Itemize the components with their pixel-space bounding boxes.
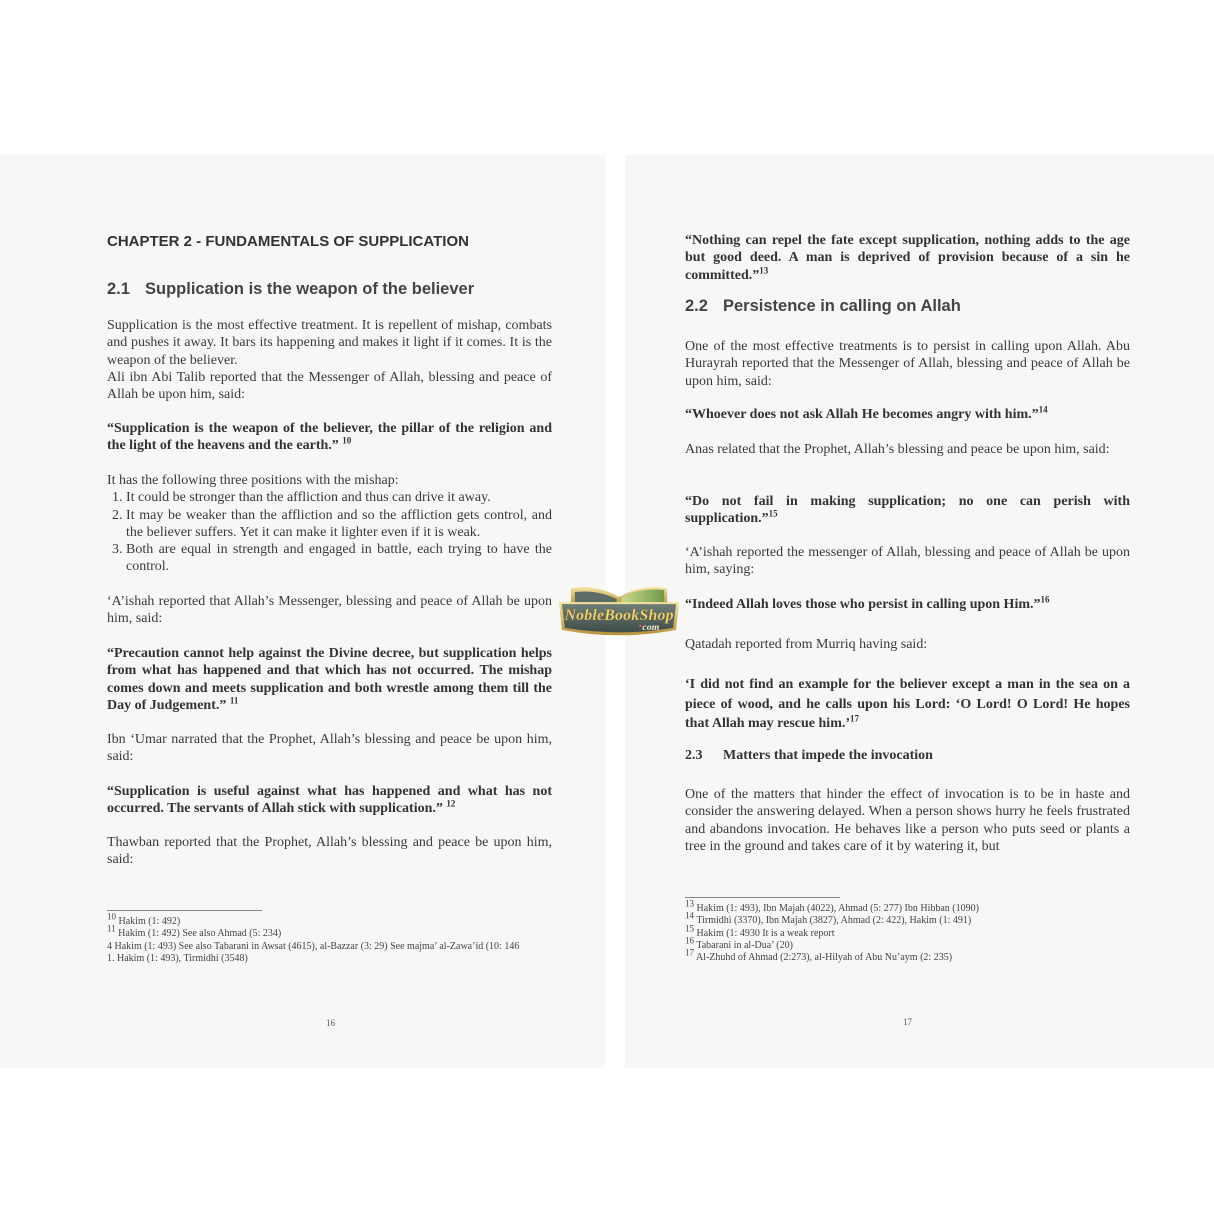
page-number: 16 [326, 1018, 335, 1028]
footnote [685, 898, 979, 915]
footnote-number: 17 [685, 947, 694, 958]
quote-text: “Nothing can repel the fate except supplication, nothing adds to the age but good deed. A man is deprived of provision because of a sin he committed.” [685, 233, 1130, 283]
footnote-text: Tabarani in al-Dua’ (20) [696, 939, 793, 951]
footnote-number: 14 [685, 910, 694, 921]
footnote [685, 923, 979, 940]
chapter-title: CHAPTER 2 - FUNDAMENTALS OF SUPPLICATION [107, 233, 469, 250]
paragraph: ‘A’ishah reported that Allah’s Messenger, blessing and peace of Allah be upon him, said: [107, 594, 552, 627]
hadith-quote [107, 420, 552, 455]
paragraph-text: Ali ibn Abi Talib reported that the Messenger of Allah, blessing and peace of Allah be upon him, said: [107, 369, 552, 403]
section-title: Matters that impede the invocation [723, 748, 933, 763]
quote-text: “Do not fail in making supplication; no one can perish with supplication.” [685, 494, 1130, 527]
hadith-quote [685, 675, 1130, 734]
footnote-divider [685, 897, 840, 898]
paragraph: Qatadah reported from Murriq having said: [685, 637, 928, 652]
footnote-ref: 11 [229, 695, 239, 706]
quote-text: “Whoever does not ask Allah He becomes angry with him.” [685, 407, 1039, 422]
footnote-text: 1. Hakim (1: 493), Tirmidhi (3548) [107, 952, 248, 964]
list-item: 3. Both are equal in strength and engaged in battle, each trying to have the control. [126, 541, 552, 576]
paragraph: Anas related that the Prophet, Allah’s blessing and peace be upon him, said: [685, 442, 1110, 457]
footnotes [685, 898, 979, 964]
paragraph [107, 317, 552, 403]
quote-text: “Indeed Allah loves those who persist in calling upon Him.” [685, 597, 1041, 612]
footnote-ref: 10 [342, 435, 352, 446]
footnote-text: Tirmidhi (3370), Ibn Majah (3827), Ahmad (2: 422), Hakim (1: 491) [696, 915, 972, 927]
paragraph: ‘A’ishah reported the messenger of Allah, blessing and peace of Allah be upon him, saying: [685, 545, 1130, 578]
section-heading-2-1 [107, 280, 474, 299]
footnote [685, 935, 979, 952]
footnote-ref: 17 [850, 713, 860, 724]
footnote-text: Hakim (1: 492) [118, 916, 181, 927]
quote-text: “Precaution cannot help against the Divine decree, but supplication helps from what has happened and that which has not occurred. The mishap comes down and meets supplication and both wrestle among them till the Day of Judgement.” [107, 646, 552, 713]
paragraph: One of the most effective treatments is to persist in calling upon Allah. Abu Hurayrah reported that the Messenger of Allah, blessing and peace of Allah be upon him, said: [685, 339, 1130, 389]
quote-text: “Supplication is useful against what has happened and what has not occurred. The servants of Allah stick with supplication.” [107, 784, 552, 817]
footnote [107, 953, 519, 965]
paragraph: One of the matters that hinder the effect of invocation is to be in haste and consider the answering delayed. When a person shows hurry he feels frustrated and abandons invocation. He behaves like a person who puts seed or plants a tree in the ground and takes care of it by watering it, but [685, 787, 1130, 854]
page-number: 17 [903, 1017, 912, 1027]
section-title: Persistence in calling on Allah [723, 297, 961, 315]
section-number: 2.3 [685, 748, 703, 763]
footnote-text: 4 Hakim (1: 493) See also Tabarani in Awsat (4615), al-Bazzar (3: 29) See majma’ al-Zawa’id (10: 146 [107, 940, 520, 952]
footnote [107, 923, 519, 940]
footnote [107, 941, 519, 953]
section-heading-2-2 [685, 297, 961, 316]
quote-text: “Supplication is the weapon of the believer, the pillar of the religion and the light of the heavens and the earth.” [107, 421, 552, 454]
noblebookshop-watermark-logo [557, 585, 681, 639]
footnote-number: 16 [685, 935, 694, 946]
list-intro: It has the following three positions with the mishap: [107, 473, 399, 488]
hadith-quote [685, 596, 1130, 613]
footnotes [107, 911, 520, 965]
footnote-ref: 14 [1038, 404, 1048, 415]
footnote-number: 15 [685, 923, 694, 934]
footnote-divider [107, 910, 262, 911]
paragraph: Ibn ‘Umar narrated that the Prophet, Allah’s blessing and peace be upon him, said: [107, 732, 552, 765]
footnote-text: Hakim (1: 4930 It is a weak report [696, 927, 835, 939]
section-heading-2-3 [685, 748, 933, 764]
footnote-text: Hakim (1: 493), Ibn Majah (4022), Ahmad (5: 277) Ibn Hibban (1090) [696, 903, 979, 914]
hadith-quote [685, 232, 1130, 284]
footnote-text: Hakim (1: 492) See also Ahmad (5: 234) [118, 928, 282, 940]
hadith-quote [685, 406, 1130, 423]
section-number: 2.1 [107, 280, 130, 298]
paragraph: Thawban reported that the Prophet, Allah’s blessing and peace be upon him, said: [107, 835, 552, 868]
quote-text: ‘I did not find an example for the believer except a man in the sea on a piece of wood, and he calls upon his Lord: ‘O Lord! O Lord! He hopes that Allah may rescue him.’ [685, 677, 1130, 732]
list-item: 2. It may be weaker than the affliction and so the affliction gets control, and the believer suffers. Yet it can make it lighter even if it is weak. [126, 507, 552, 542]
footnote-ref: 13 [759, 264, 769, 275]
footnote-number: 10 [107, 911, 116, 922]
svg-text:com: com [642, 621, 660, 633]
list-item: 1. It could be stronger than the affliction and thus can drive it away. [126, 489, 552, 506]
paragraph-text: Supplication is the most effective treatment. It is repellent of mishap, combats and pushes it away. It bars its happening and makes it light if it comes. It is the weapon of the believer. [107, 318, 552, 368]
footnote [685, 947, 979, 964]
footnote-ref: 12 [446, 798, 456, 809]
positions-list [107, 472, 552, 576]
svg-text:NobleBookShop: NobleBookShop [564, 606, 674, 624]
footnote [107, 911, 519, 928]
footnote-ref: 16 [1040, 594, 1050, 605]
footnote-number: 11 [107, 923, 116, 934]
hadith-quote [107, 783, 552, 818]
footnote-ref: 15 [768, 508, 778, 519]
footnote-number: 13 [685, 898, 694, 909]
footnote-text: Al-Zhuhd of Ahmad (2:273), al-Hilyah of Abu Nu’aym (2: 235) [695, 952, 953, 964]
footnote [685, 910, 979, 927]
section-number: 2.2 [685, 297, 708, 315]
hadith-quote [107, 645, 552, 714]
section-title: Supplication is the weapon of the believer [145, 280, 475, 298]
hadith-quote [685, 493, 1130, 528]
